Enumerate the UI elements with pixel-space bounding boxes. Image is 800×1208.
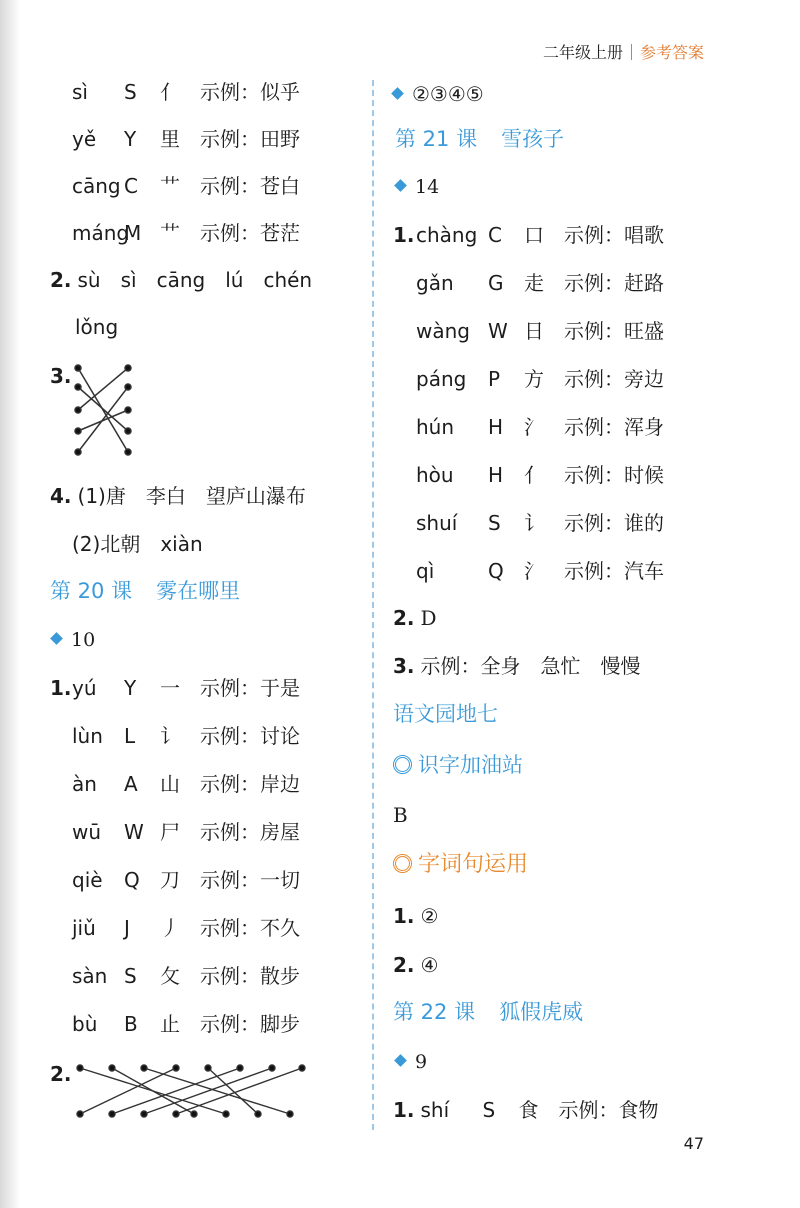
left-q2 [50, 266, 312, 294]
initial-letter: P [488, 367, 501, 391]
initial-letter: H [488, 415, 504, 439]
pinyin: lùn [72, 724, 103, 748]
radical: 尸 [160, 820, 180, 844]
match-line [78, 368, 128, 410]
radical: 丿 [160, 916, 180, 940]
answer-row [72, 172, 300, 200]
example-word: 示例：脚步 [200, 1012, 300, 1036]
pinyin: hòu [416, 463, 454, 487]
question-number: 3. [50, 364, 72, 388]
question-number: 1. [393, 223, 415, 247]
initial-letter: W [488, 319, 508, 343]
radical: 讠 [524, 511, 544, 535]
example-word: 示例：苍白 [200, 174, 300, 198]
radical: 止 [160, 1012, 180, 1036]
initial-letter: Q [124, 868, 140, 892]
question-number: 1. [393, 1098, 415, 1122]
radical: 日 [524, 319, 544, 343]
answer-row [416, 221, 664, 249]
answer-row [416, 269, 664, 297]
question-number: 1. [50, 676, 72, 700]
pinyin: qiè [72, 868, 103, 892]
match-dot [109, 1065, 115, 1071]
match-dot [75, 449, 81, 455]
initial-letter: Q [488, 559, 504, 583]
match-dot [75, 365, 81, 371]
answer-text: ④ [420, 953, 439, 977]
lesson-name: 狐假虎威 [499, 1000, 584, 1024]
radical: 里 [160, 127, 180, 151]
example-word: 示例：旺盛 [564, 319, 664, 343]
answer-row [72, 818, 300, 846]
page-header [543, 40, 704, 63]
example-word: 示例：似乎 [200, 80, 300, 104]
initial-letter: B [124, 1012, 138, 1036]
pinyin: yě [72, 127, 97, 151]
pinyin: hún [416, 415, 455, 439]
lesson-22-title [393, 998, 583, 1026]
lesson-number: 第 20 课 [50, 579, 133, 603]
question-number: 1. [393, 904, 415, 928]
radical: 口 [524, 223, 544, 247]
pinyin: máng [72, 221, 130, 245]
answer-row [72, 914, 300, 942]
right-top-answer [393, 80, 484, 108]
answer-row [72, 866, 300, 894]
example-word: 示例：时候 [564, 463, 664, 487]
match-dot [173, 1065, 179, 1071]
initial-letter: M [124, 221, 142, 245]
sec1-answer [393, 801, 408, 829]
page-number: 47 [683, 1134, 704, 1153]
radical: 艹 [160, 221, 180, 245]
match-dot [77, 1111, 83, 1117]
pinyin: jiǔ [72, 916, 96, 940]
answer-row [72, 78, 300, 106]
radical: 山 [160, 772, 180, 796]
match-dot [287, 1111, 293, 1117]
match-dot [125, 428, 131, 434]
char-count: 9 [415, 1051, 428, 1073]
left-q4-cont [72, 530, 203, 558]
lesson-name: 雾在哪里 [156, 579, 241, 603]
pinyin: yú [72, 676, 97, 700]
match-line [112, 1068, 240, 1114]
example-word: 示例：唱歌 [564, 223, 664, 247]
section-word-usage [393, 851, 528, 879]
match-dot [125, 365, 131, 371]
pinyin: wàng [416, 319, 470, 343]
match-dot [77, 1065, 83, 1071]
initial-letter: C [488, 223, 502, 247]
initial-letter: C [124, 174, 138, 198]
pinyin: gǎn [416, 271, 454, 295]
answer-text: B [393, 803, 408, 827]
answer-row [416, 317, 664, 345]
match-dot [191, 1111, 197, 1117]
page-binding-shadow [0, 0, 20, 1208]
answer-text: ② [420, 904, 439, 928]
answer-row [72, 125, 300, 153]
answer-row [72, 770, 300, 798]
match-dot [125, 384, 131, 390]
l20-q2 [50, 1060, 78, 1088]
radical: 亻 [160, 80, 180, 104]
radical: 一 [160, 676, 180, 700]
radical: 氵 [524, 415, 544, 439]
question-number: 2. [393, 606, 415, 630]
answer-row [72, 219, 300, 247]
match-line [78, 387, 128, 431]
section-literacy [393, 751, 523, 779]
double-circle-icon [393, 854, 412, 873]
radical: 食 [518, 1098, 539, 1122]
radical: 讠 [160, 724, 180, 748]
example-word: 示例：赶路 [564, 271, 664, 295]
pinyin: qì [416, 559, 435, 583]
question-number: 2. [50, 1062, 72, 1086]
lesson-20-title [50, 577, 240, 605]
match-dot [269, 1065, 275, 1071]
answer-row [416, 557, 664, 585]
diamond-icon [394, 1054, 407, 1067]
example-word: 示例：苍茫 [200, 221, 300, 245]
section-heading: 识字加油站 [418, 753, 523, 777]
l21-q3 [393, 652, 641, 680]
header-separator [631, 44, 632, 60]
lesson-number: 第 21 课 [395, 127, 478, 151]
question-number: 4. [50, 484, 72, 508]
match-line [112, 1068, 194, 1114]
question-number: 2. [393, 953, 415, 977]
example-word: 示例：于是 [200, 676, 300, 700]
matching-diagram-1 [74, 364, 136, 458]
initial-letter: A [124, 772, 138, 796]
answer-row [416, 365, 664, 393]
pinyin: sì [72, 80, 88, 104]
pinyin: àn [72, 772, 97, 796]
match-line [78, 387, 128, 452]
pinyin: páng [416, 367, 467, 391]
pinyin: bù [72, 1012, 98, 1036]
initial-letter: G [488, 271, 504, 295]
diamond-icon [394, 179, 407, 192]
answer-text: 示例：全身 急忙 慢慢 [420, 654, 641, 678]
initial-letter: L [124, 724, 136, 748]
section-heading: 语文园地七 [393, 702, 498, 726]
lesson-21-count [396, 172, 439, 201]
example-word: 示例：谁的 [564, 511, 664, 535]
diamond-icon [391, 87, 404, 100]
sec2-q2 [393, 951, 438, 979]
radical: 氵 [524, 559, 544, 583]
pinyin: sàn [72, 964, 108, 988]
answer-row [72, 674, 300, 702]
radical: 攵 [160, 964, 180, 988]
answer-row [416, 461, 664, 489]
match-line [78, 368, 128, 452]
match-dot [173, 1111, 179, 1117]
initial-letter: S [124, 80, 137, 104]
match-dot [299, 1065, 305, 1071]
example-word: 示例：食物 [558, 1098, 659, 1122]
answer-row [72, 722, 300, 750]
answer-row [416, 509, 664, 537]
example-word: 示例：不久 [200, 916, 300, 940]
answer-text: ②③④⑤ [412, 82, 484, 106]
match-line [144, 1068, 290, 1114]
radical: 刀 [160, 868, 180, 892]
match-dot [255, 1111, 261, 1117]
pinyin: shuí [416, 511, 458, 535]
answer-row [72, 962, 300, 990]
question-number: 2. [50, 268, 72, 292]
match-dot [125, 407, 131, 413]
answer-text: D [420, 606, 437, 630]
column-divider [372, 80, 374, 1130]
match-line [176, 1068, 302, 1114]
match-dot [125, 449, 131, 455]
example-word: 示例：一切 [200, 868, 300, 892]
match-dot [205, 1065, 211, 1071]
radical: 亻 [524, 463, 544, 487]
match-dot [141, 1111, 147, 1117]
example-word: 示例：散步 [200, 964, 300, 988]
header-grade: 二年级上册 [542, 43, 623, 62]
match-dot [75, 384, 81, 390]
l21-q2 [393, 604, 437, 632]
lesson-21-title [395, 125, 564, 153]
match-dot [141, 1065, 147, 1071]
example-word: 示例：讨论 [200, 724, 300, 748]
answer-text: lǒng [75, 315, 119, 339]
example-word: 示例：田野 [200, 127, 300, 151]
answer-text: (2)北朝 xiàn [72, 532, 203, 556]
match-dot [237, 1065, 243, 1071]
pinyin: wū [72, 820, 102, 844]
answer-row [72, 1010, 300, 1038]
match-dot [109, 1111, 115, 1117]
initial-letter: H [488, 463, 504, 487]
initial-letter: S [482, 1098, 496, 1122]
example-word: 示例：旁边 [564, 367, 664, 391]
radical: 走 [524, 271, 544, 295]
example-word: 示例：汽车 [564, 559, 664, 583]
lesson-22-count [396, 1047, 427, 1076]
answer-row [416, 413, 664, 441]
example-word: 示例：浑身 [564, 415, 664, 439]
example-word: 示例：岸边 [200, 772, 300, 796]
sec2-q1 [393, 902, 438, 930]
radical: 方 [524, 367, 544, 391]
lesson-number: 第 22 课 [393, 1000, 476, 1024]
initial-letter: S [488, 511, 501, 535]
matching-diagram-2 [76, 1064, 306, 1120]
match-dot [75, 428, 81, 434]
header-answers: 参考答案 [639, 43, 704, 62]
answer-text: sù sì cāng lú chén [77, 268, 313, 292]
left-q4 [50, 482, 306, 510]
l22-q1 [393, 1096, 659, 1124]
section-heading: 字词句运用 [418, 852, 529, 877]
match-dot [75, 407, 81, 413]
match-dot [223, 1111, 229, 1117]
pinyin: shí [420, 1098, 450, 1122]
initial-letter: S [124, 964, 137, 988]
lesson-name: 雪孩子 [501, 127, 565, 151]
radical: 艹 [160, 174, 180, 198]
double-circle-icon [393, 755, 412, 774]
initial-letter: J [124, 916, 130, 940]
garden-title [393, 700, 498, 728]
example-word: 示例：房屋 [200, 820, 300, 844]
char-count: 14 [415, 176, 440, 198]
initial-letter: W [124, 820, 144, 844]
left-q2-cont [75, 313, 118, 341]
answer-text: (1)唐 李白 望庐山瀑布 [77, 484, 306, 508]
initial-letter: Y [124, 676, 137, 700]
lesson-20-count [52, 625, 95, 654]
diamond-icon [50, 632, 63, 645]
char-count: 10 [71, 629, 96, 651]
pinyin: cāng [72, 174, 121, 198]
initial-letter: Y [124, 127, 137, 151]
question-number: 3. [393, 654, 415, 678]
pinyin: chàng [416, 223, 478, 247]
